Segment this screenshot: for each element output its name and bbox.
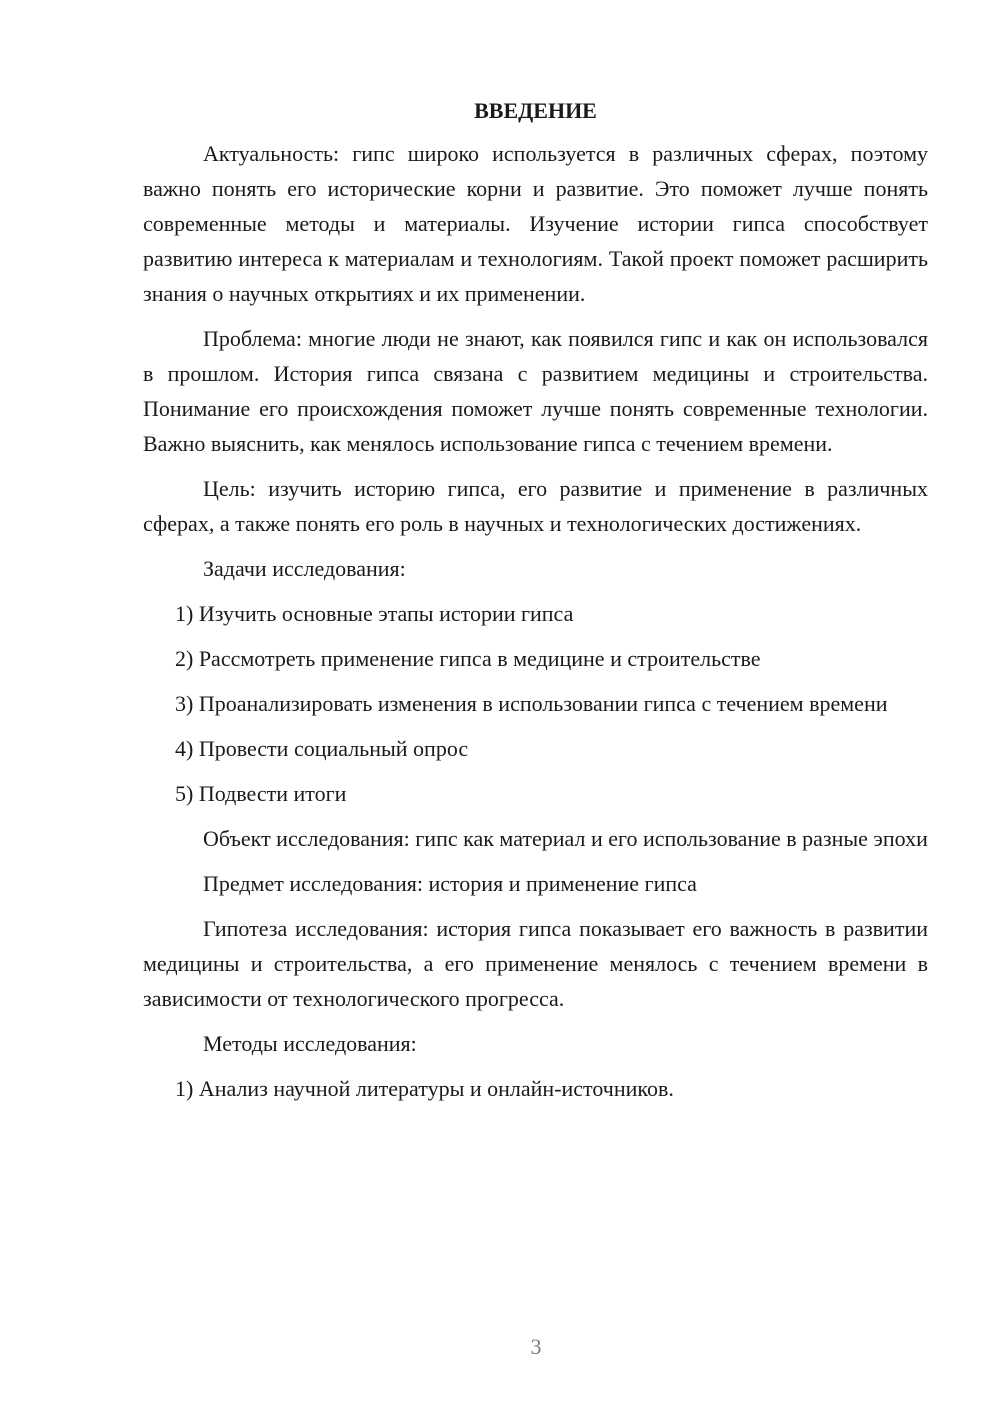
method-item-1: 1) Анализ научной литературы и онлайн-источников.: [175, 1076, 674, 1101]
problem-paragraph: Проблема: многие люди не знают, как появился гипс и как он использовался в прошлом. История гипса связана с развитием медицины и строительства. Понимание его происхождения поможет лучше понять современные технологии. Важно выяснить, как менялось использование гипса с течением времени.: [143, 326, 928, 456]
subject-paragraph: Предмет исследования: история и применение гипса: [203, 871, 697, 896]
task-item-4: 4) Провести социальный опрос: [175, 736, 469, 761]
task-item-5: 5) Подвести итоги: [175, 781, 347, 806]
task-item-2: 2) Рассмотреть применение гипса в медицине и строительстве: [175, 646, 761, 671]
page-content: [143, 96, 928, 1116]
page-number: 3: [530, 1334, 542, 1359]
task-item-3: 3) Проанализировать изменения в использовании гипса с течением времени: [175, 691, 888, 716]
hypothesis-paragraph: Гипотеза исследования: история гипса показывает его важность в развитии медицины и строительства, а его применение менялось с течением времени в зависимости от технологического прогресса.: [143, 916, 928, 1011]
tasks-heading: Задачи исследования:: [203, 556, 406, 581]
page-title: ВВЕДЕНИЕ: [474, 98, 597, 123]
goal-paragraph: Цель: изучить историю гипса, его развитие и применение в различных сферах, а также понять его роль в научных и технологических достижениях.: [143, 476, 928, 536]
task-item-1: 1) Изучить основные этапы истории гипса: [175, 601, 574, 626]
object-paragraph: Объект исследования: гипс как материал и его использование в разные эпохи: [203, 826, 928, 851]
relevance-paragraph: Актуальность: гипс широко используется в различных сферах, поэтому важно понять его исторические корни и развитие. Это поможет лучше понять современные методы и материалы. Изучение истории гипса способствует развитию интереса к материалам и технологиям. Такой проект поможет расширить знания о научных открытиях и их применении.: [143, 141, 928, 306]
methods-heading: Методы исследования:: [203, 1031, 417, 1056]
